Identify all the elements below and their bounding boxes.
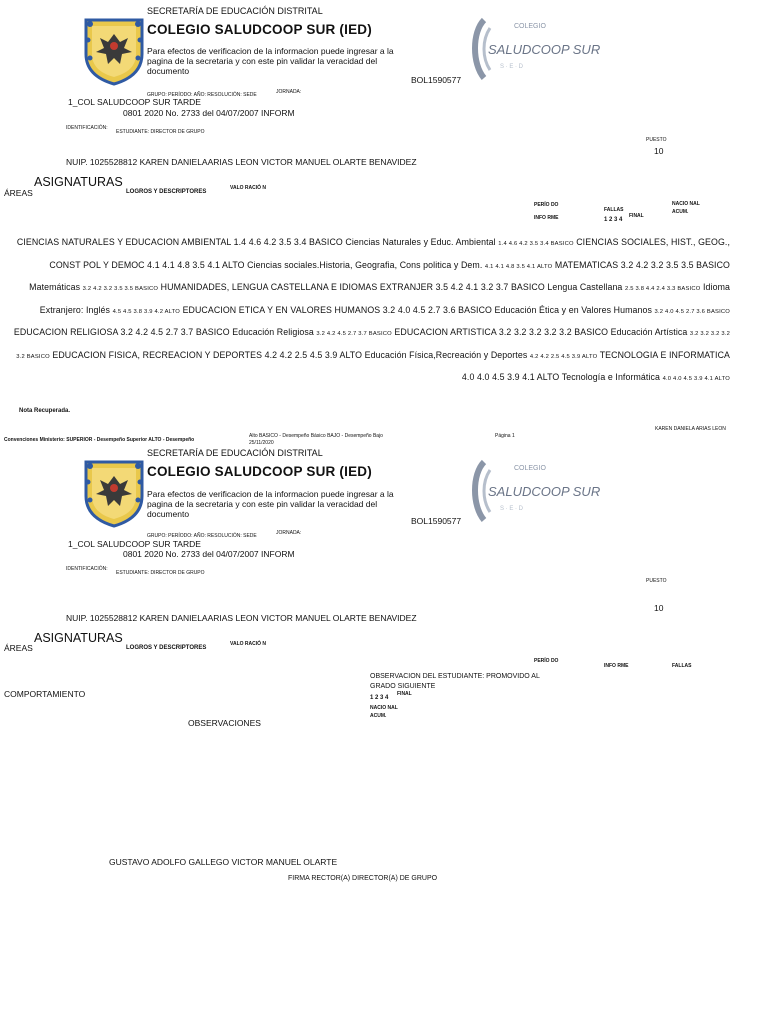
asignaturas-label: ASIGNATURAS: [34, 631, 123, 645]
verification-text: Para efectos de verificacion de la informacion puede ingresar a la pagina de la secretaria y con este pin validar la veracidad del documento: [147, 489, 394, 519]
student-labels: ESTUDIANTE: DIRECTOR DE GRUPO: [116, 129, 205, 135]
grade-values: 3.2 4.2 4.5 2.7 3.7 BASICO: [316, 331, 392, 337]
header-labels: GRUPO: PERÍODO: AÑO: RESOLUCIÓN: SEDE: [147, 92, 257, 98]
grade-subject: Educación Religiosa: [232, 327, 314, 337]
periodo-label: PERÍO DO: [534, 658, 559, 664]
header-labels: GRUPO: PERÍODO: AÑO: RESOLUCIÓN: SEDE: [147, 533, 257, 539]
grade-area: CIENCIAS NATURALES Y EDUCACION AMBIENTAL 1.4 4.6 4.2 3.5 3.4 BASICO: [16, 237, 343, 247]
grade-subject: Idioma Extranjero: Inglés: [39, 282, 730, 315]
group-line: 1_COL SALUDCOOP SUR TARDE: [68, 97, 201, 107]
conventions-text: Convenciones Ministerio: SUPERIOR - Desempeño Superior ALTO - Desempeño: [4, 437, 195, 443]
resolution-line: 0801 2020 No. 2733 del 04/07/2007 INFORM: [123, 549, 295, 559]
observaciones-label: OBSERVACIONES: [188, 718, 261, 728]
resolution-line: 0801 2020 No. 2733 del 04/07/2007 INFORM: [123, 108, 295, 118]
nota-recuperada: Nota Recuperada.: [19, 408, 71, 414]
grade-values: 2.5 3.8 4.4 2.4 3.3 BASICO: [624, 286, 701, 292]
puesto-value: 10: [654, 146, 664, 156]
grade-subject: Educación Artística: [610, 327, 688, 337]
areas-label: ÁREAS: [4, 643, 33, 653]
jornada-label: JORNADA:: [276, 530, 302, 536]
grade-subject: Lengua Castellana: [547, 282, 623, 292]
nuip-line: NUIP. 1025528812 KAREN DANIELAARIAS LEON VICTOR MANUEL OLARTE BENAVIDEZ: [66, 157, 417, 167]
grade-values: 4.1 4.1 4.8 3.5 4.1 ALTO: [484, 263, 553, 270]
grade-values: 4.0 4.0 4.5 3.9 4.1 ALTO: [662, 376, 730, 382]
puesto-label: PUESTO: [646, 578, 667, 584]
grade-values: 3.2 3.2 3.2 3.2 3.2 BASICO: [16, 331, 730, 360]
grade-area: EDUCACION RELIGIOSA 3.2 4.2 4.5 2.7 3.7 BASICO: [13, 327, 230, 337]
logo-text-colegio: COLEGIO: [514, 23, 546, 30]
logros-label: LOGROS Y DESCRIPTORES: [126, 189, 207, 195]
grade-area: EDUCACION ARTISTICA 3.2 3.2 3.2 3.2 3.2 BASICO: [394, 327, 609, 337]
pin-code: BOL1590577: [411, 75, 462, 85]
grade-area: CIENCIAS SOCIALES, HIST., GEOG., CONST POL Y DEMOC 4.1 4.1 4.8 3.5 4.1 ALTO: [49, 237, 730, 270]
footer-student-name: KAREN DANIELA ARIAS LEON: [655, 426, 726, 432]
valoracion-label: VALO RACIÓ N: [230, 641, 267, 647]
acum-label: ACUM.: [672, 209, 689, 215]
nacional-label: NACIO NAL: [672, 201, 700, 207]
comportamiento-label: COMPORTAMIENTO: [4, 689, 86, 699]
grade-values: 4.2 4.2 2.5 4.5 3.9 ALTO: [529, 353, 598, 360]
secretaria-label: SECRETARÍA DE EDUCACIÓN DISTRITAL: [147, 448, 323, 458]
acum-label: ACUM.: [370, 713, 387, 719]
secretaria-label: SECRETARÍA DE EDUCACIÓN DISTRITAL: [147, 6, 323, 16]
grade-subject: Matemáticas: [29, 282, 81, 292]
school-name: COLEGIO SALUDCOOP SUR (IED): [147, 464, 372, 479]
school-name: COLEGIO SALUDCOOP SUR (IED): [147, 22, 372, 37]
signers-names: GUSTAVO ADOLFO GALLEGO VICTOR MANUEL OLARTE: [109, 857, 338, 867]
grade-subject: Ciencias sociales.Historia, Geografia, Cons politica y Dem.: [247, 259, 483, 270]
grades-list: [4, 232, 730, 390]
fallas-label: FALLAS: [604, 207, 624, 213]
grade-values: 3.2 4.2 3.2 3.5 3.5 BASICO: [82, 286, 159, 292]
coat-of-arms-logo: [82, 458, 146, 528]
nacional-label: NACIO NAL: [370, 705, 398, 711]
logo-text-saludcoop: SALUDCOOP SUR: [488, 484, 601, 499]
logros-label: LOGROS Y DESCRIPTORES: [126, 645, 207, 651]
signature-roles: FIRMA RECTOR(A) DIRECTOR(A) DE GRUPO: [288, 875, 438, 882]
grade-area: EDUCACION ETICA Y EN VALORES HUMANOS 3.2 4.0 4.5 2.7 3.6 BASICO: [182, 304, 492, 315]
pin-code: BOL1590577: [411, 516, 462, 526]
final-label: FINAL: [397, 691, 412, 697]
group-line: 1_COL SALUDCOOP SUR TARDE: [68, 539, 201, 549]
final-label: FINAL: [629, 213, 644, 219]
jornada-label: JORNADA:: [276, 89, 302, 95]
coat-of-arms-logo: [82, 16, 146, 86]
page-number: Página 1: [495, 433, 515, 439]
identificacion-label: IDENTIFICACIÓN:: [66, 125, 108, 131]
saludcoop-logo: [470, 456, 601, 526]
grade-subject: Tecnología e Informática: [561, 372, 661, 382]
grade-area: MATEMATICAS 3.2 4.2 3.2 3.5 3.5 BASICO: [554, 259, 730, 270]
grade-subject: Educación Física,Recreación y Deportes: [364, 349, 528, 360]
grade-values: 4.5 4.5 3.8 3.9 4.2 ALTO: [112, 308, 181, 315]
grade-area: TECNOLOGIA E INFORMATICA 4.0 4.0 4.5 3.9 4.1 ALTO: [461, 349, 730, 382]
logo-text-dots: S · E · D: [500, 506, 524, 512]
periodo-label: PERÍO DO: [534, 202, 559, 208]
puesto-value: 10: [654, 603, 664, 613]
logo-text-colegio: COLEGIO: [514, 465, 546, 472]
saludcoop-logo: [470, 14, 601, 84]
grade-area: HUMANIDADES, LENGUA CASTELLANA E IDIOMAS EXTRANJER 3.5 4.2 4.1 3.2 3.7 BASICO: [160, 282, 545, 292]
nuip-line: NUIP. 1025528812 KAREN DANIELAARIAS LEON VICTOR MANUEL OLARTE BENAVIDEZ: [66, 613, 417, 623]
puesto-label: PUESTO: [646, 137, 667, 143]
grade-subject: Ciencias Naturales y Educ. Ambiental: [345, 237, 496, 247]
grade-values: 3.2 4.0 4.5 2.7 3.6 BASICO: [654, 308, 730, 315]
grade-values: 1.4 4.6 4.2 3.5 3.4 BASICO: [498, 241, 574, 247]
student-labels: ESTUDIANTE: DIRECTOR DE GRUPO: [116, 570, 205, 576]
student-observation: OBSERVACION DEL ESTUDIANTE: PROMOVIDO AL GRADO SIGUIENTE: [370, 673, 540, 690]
valoracion-label: VALO RACIÓ N: [230, 185, 267, 191]
verification-text: Para efectos de verificacion de la informacion puede ingresar a la pagina de la secretaria y con este pin validar la veracidad del documento: [147, 46, 394, 76]
informe-label: INFO RME: [604, 663, 629, 669]
periods-label: 1 2 3 4: [370, 695, 389, 701]
logo-text-dots: S · E · D: [500, 64, 524, 70]
fallas-label: FALLAS: [672, 663, 692, 669]
logo-text-saludcoop: SALUDCOOP SUR: [488, 42, 601, 57]
areas-label: ÁREAS: [4, 188, 33, 198]
informe-label: INFO RME: [534, 215, 559, 221]
identificacion-label: IDENTIFICACIÓN:: [66, 566, 108, 572]
grade-area: EDUCACION FISICA, RECREACION Y DEPORTES 4.2 4.2 2.5 4.5 3.9 ALTO: [52, 349, 363, 360]
conventions-text-2: Alto BASICO - Desempeño Básico BAJO - Desempeño Bajo: [249, 433, 383, 439]
periods-label: 1 2 3 4: [604, 217, 623, 223]
grade-subject: Educación Ética y en Valores Humanos: [494, 304, 652, 315]
print-date: 25/11/2020: [249, 440, 274, 446]
asignaturas-label: ASIGNATURAS: [34, 175, 123, 189]
